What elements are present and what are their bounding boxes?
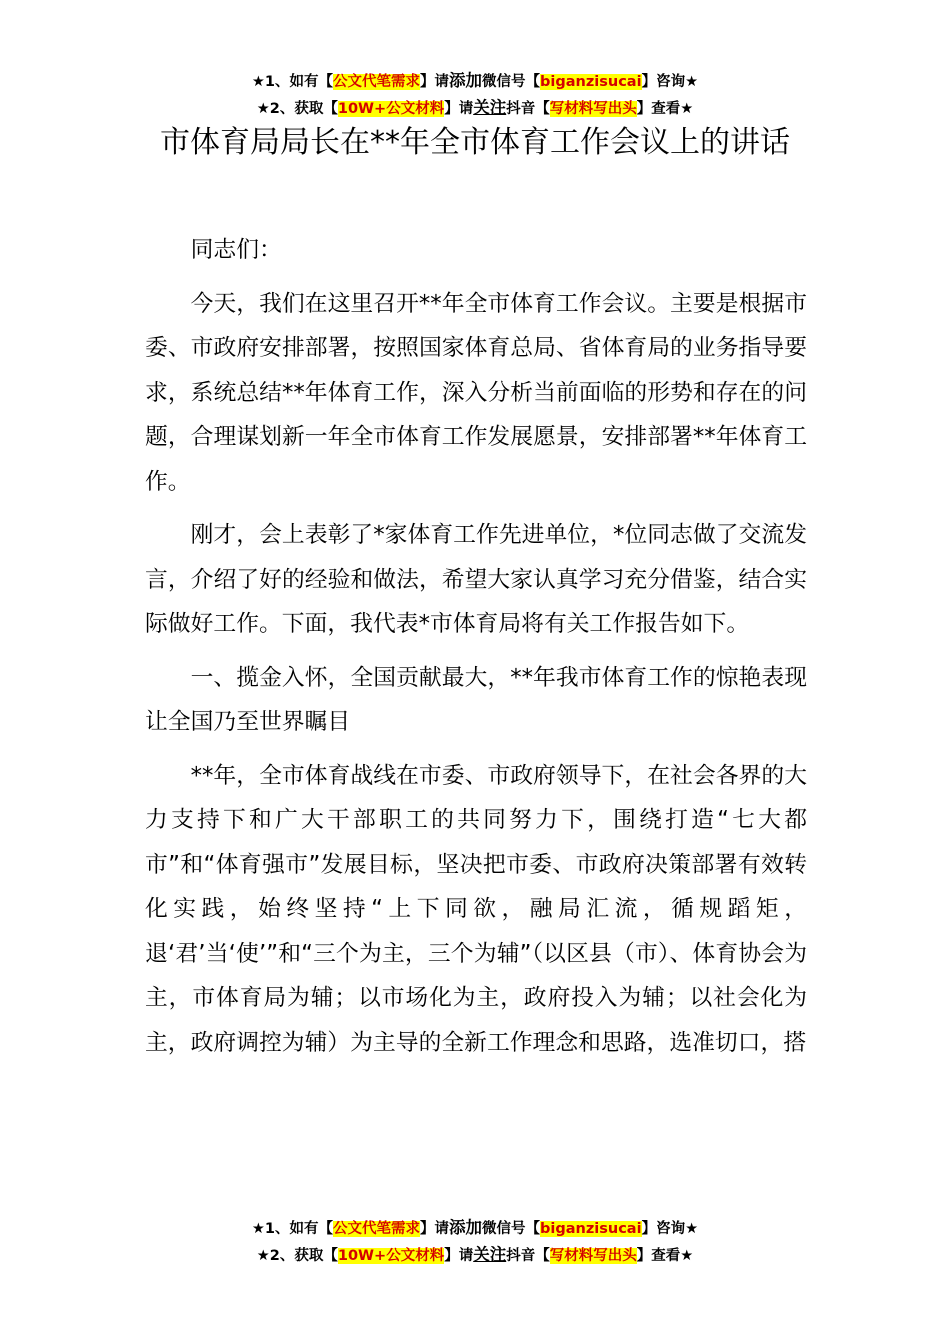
footer-line-1-text-2: 微信号【 [482,1221,541,1237]
header-line-2-text: 】请 [444,101,474,117]
document-title: 市体育局局长在**年全市体育工作会议上的讲话 [160,125,790,160]
header-line-1-text: 】请 [420,74,450,90]
footer-line-2-prefix: ★2、获取【 [256,1248,338,1264]
header-line-1-prefix: ★1、如有【 [251,74,334,90]
header-line-2 [0,95,950,122]
footer-line-2-text-2: 抖音【 [506,1248,550,1264]
footer-banner [0,1215,950,1269]
header-line-1-highlight-wechat: biganzisucai [540,74,642,90]
footer-line-1-highlight-service: 公文代笔需求 [333,1221,421,1237]
footer-line-2-emphasis: 关注 [473,1245,507,1264]
footer-line-1-emphasis: 添加 [449,1218,483,1237]
header-line-2-suffix: 】查看★ [636,101,694,117]
footer-line-1-text: 】请 [420,1221,450,1237]
footer-line-1-highlight-wechat: biganzisucai [540,1221,642,1237]
footer-line-2-text: 】请 [444,1248,474,1264]
paragraph-intro: 今天，我们在这里召开**年全市体育工作会议。主要是根据市委、市政府安排部署，按照国家体育总局、省体育局的业务指导要求，系统总结**年体育工作，深入分析当前面临的形势和存在的问题，合理谋划新一年全市体育工作发展愿景，安排部署**年体育工作。 [145,290,807,495]
section-heading-1: 一、揽金入怀，全国贡献最大，**年我市体育工作的惊艳表现让全国乃至世界瞩目 [145,664,807,735]
header-line-2-prefix: ★2、获取【 [256,101,338,117]
header-line-2-emphasis: 关注 [473,98,507,117]
header-line-2-highlight-douyin: 写材料写出头 [549,101,637,117]
footer-line-1-suffix: 】咨询★ [641,1221,699,1237]
header-line-1 [0,68,950,95]
header-line-1-text-2: 微信号【 [482,74,541,90]
footer-line-2 [0,1242,950,1269]
footer-line-1 [0,1215,950,1242]
header-banner [0,68,950,122]
footer-line-2-suffix: 】查看★ [636,1248,694,1264]
document-body [145,228,807,1074]
header-line-1-suffix: 】咨询★ [641,74,699,90]
paragraph-commendation: 刚才，会上表彰了*家体育工作先进单位，*位同志做了交流发言，介绍了好的经验和做法，希望大家认真学习充分借鉴，结合实际做好工作。下面，我代表*市体育局将有关工作报告如下。 [145,522,807,637]
header-line-2-text-2: 抖音【 [506,101,550,117]
footer-line-2-highlight-materials: 10W+公文材料 [337,1248,445,1264]
header-line-1-highlight-service: 公文代笔需求 [333,74,421,90]
salutation: 同志们： [190,237,282,263]
paragraph-summary: **年，全市体育战线在市委、市政府领导下，在社会各界的大力支持下和广大干部职工的共同努力下，围绕打造“七大都市”和“体育强市”发展目标，坚决把市委、市政府决策部署有效转化实践，始终坚持“上下同欲，融局汇流，循规蹈矩，退‘君’当‘使’”和“三个为主，三个为辅”（以区县（市）、体育协会为主，市体育局为辅；以市场化为主，政府投入为辅；以社会化为主，政府调控为辅）为主导的全新工作理念和思路，选准切口，搭 [145,762,807,1056]
header-line-2-highlight-materials: 10W+公文材料 [337,101,445,117]
footer-line-2-highlight-douyin: 写材料写出头 [549,1248,637,1264]
header-line-1-emphasis: 添加 [449,71,483,90]
footer-line-1-prefix: ★1、如有【 [251,1221,334,1237]
